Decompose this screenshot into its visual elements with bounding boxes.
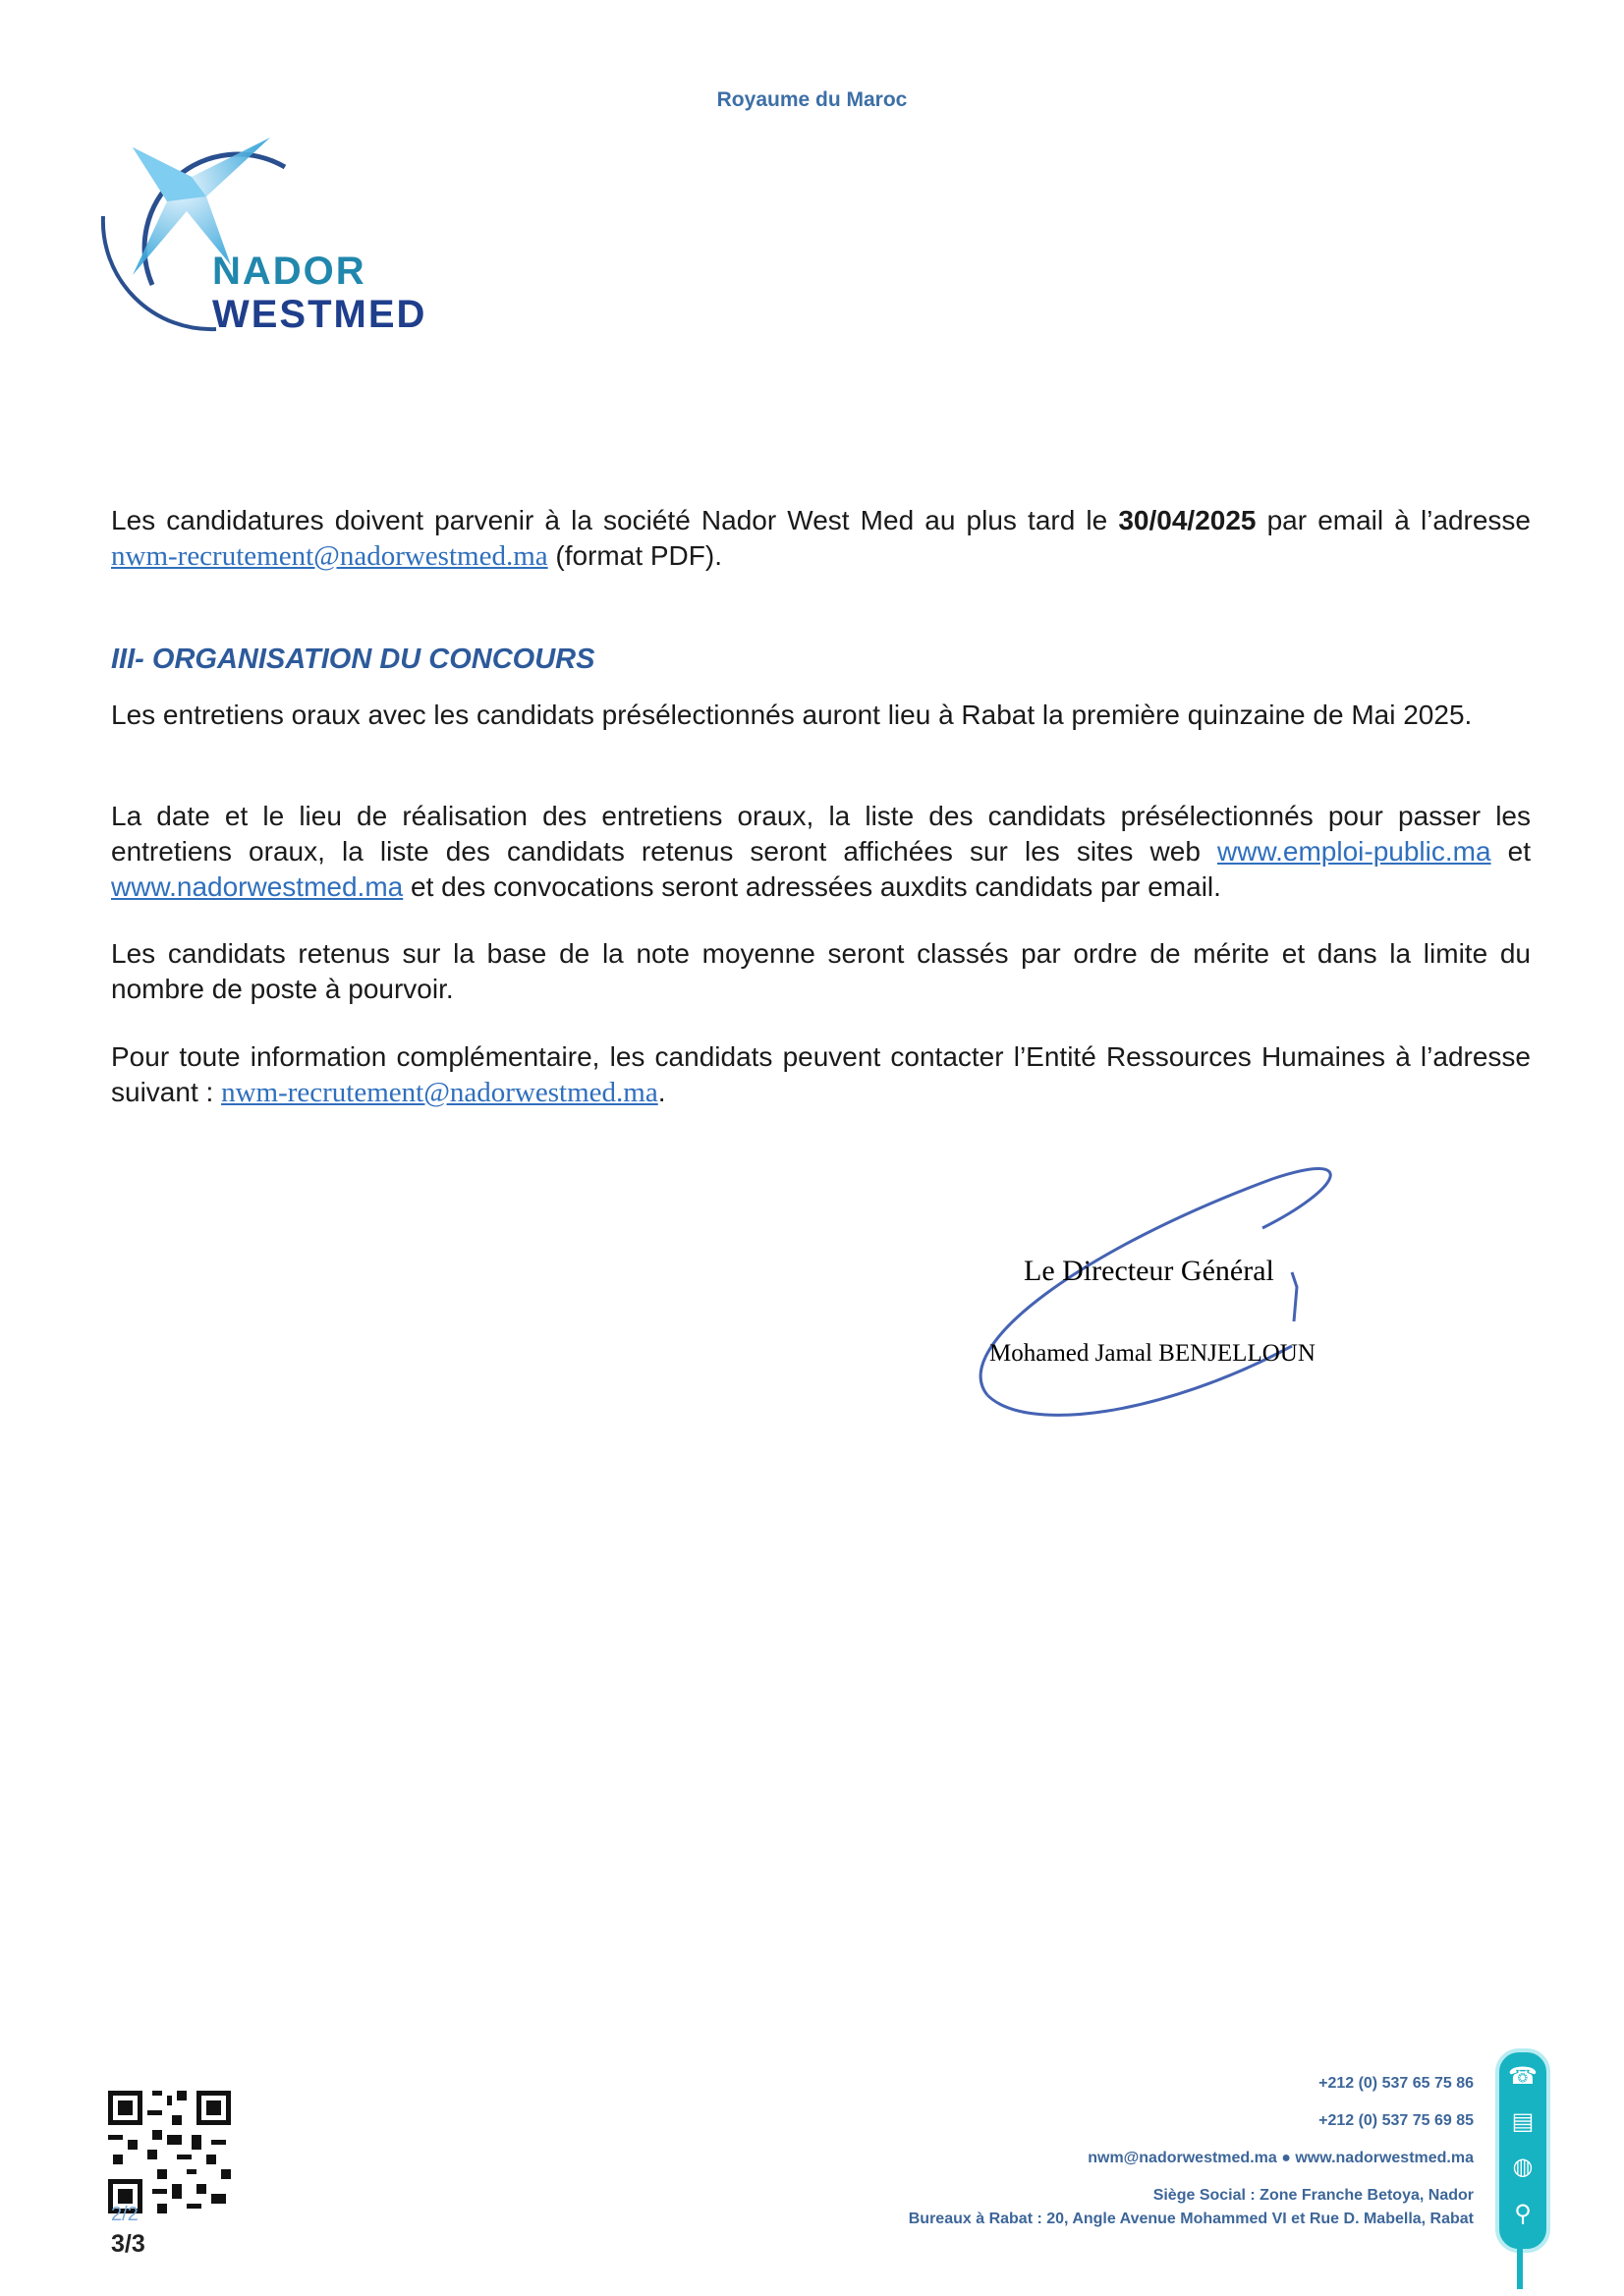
footer-phone: +212 (0) 537 65 75 86 (1318, 2075, 1474, 2092)
logo-wordmark-nador: NADOR (212, 250, 366, 293)
section-heading: III- ORGANISATION DU CONCOURS (111, 644, 595, 675)
signature-name: Mohamed Jamal BENJELLOUN (989, 1340, 1316, 1367)
p5-text-a: Pour toute information complémentaire, les candidats peuvent contacter l’Entité Ressources Humaines à l’adresse suivant : (111, 1041, 1531, 1107)
emploi-public-link[interactable]: www.emploi-public.ma (1217, 836, 1491, 867)
phone-icon: ☎ (1508, 2063, 1538, 2090)
signature-title: Le Directeur Général (1024, 1255, 1274, 1287)
contact-email-link[interactable]: nwm-recrutement@nadorwestmed.ma (221, 1077, 658, 1108)
p1-text-a: Les candidatures doivent parvenir à la société Nador West Med au plus tard le (111, 505, 1119, 535)
p3-text-b: et (1490, 836, 1531, 867)
p5-text-b: . (657, 1077, 666, 1107)
paragraph-ranking: Les candidats retenus sur la base de la note moyenne seront classés par ordre de mérite et dans la limite du nombre de poste à pourvoir. (111, 938, 1531, 1004)
location-pin-icon: ⚲ (1514, 2201, 1532, 2227)
footer-separator-dot: ● (1281, 2150, 1296, 2166)
p1-deadline-date: 30/04/2025 (1118, 505, 1257, 535)
footer-fax: +212 (0) 537 75 69 85 (1318, 2112, 1474, 2129)
p3-text-a: La date et le lieu de réalisation des entretiens oraux, la liste des candidats présélectionnés pour passer les entretiens oraux, la liste des candidats retenus seront affichées sur les sites web (111, 801, 1531, 867)
page-number-faint: 2/2 (111, 2204, 139, 2225)
p1-text-c: (format PDF). (547, 540, 722, 571)
director-signature-stamp (968, 1149, 1361, 1434)
paragraph-contact (111, 1039, 1531, 1110)
footer-icon-bar (1495, 2048, 1550, 2253)
paragraph-interviews: Les entretiens oraux avec les candidats présélectionnés auront lieu à Rabat la première quinzaine de Mai 2025. (111, 700, 1473, 730)
page-number: 3/3 (111, 2230, 145, 2258)
p3-text-c: et des convocations seront adressées auxdits candidats par email. (403, 871, 1221, 902)
footer-bar-tail (1517, 2240, 1523, 2289)
globe-icon: ◍ (1512, 2154, 1534, 2180)
header-country: Royaume du Maroc (716, 88, 908, 111)
footer-email-website (1088, 2150, 1474, 2167)
p1-text-b: par email à l’adresse (1256, 505, 1531, 535)
nadorwestmed-link[interactable]: www.nadorwestmed.ma (111, 871, 404, 902)
footer-website[interactable]: www.nadorwestmed.ma (1295, 2150, 1474, 2166)
qr-code (103, 2086, 236, 2218)
logo-wordmark-westmed: WESTMED (212, 293, 427, 336)
paragraph-submission (111, 503, 1531, 574)
footer-email[interactable]: nwm@nadorwestmed.ma (1088, 2150, 1277, 2166)
recruitment-email-link[interactable]: nwm-recrutement@nadorwestmed.ma (111, 540, 548, 572)
paragraph-publication (111, 799, 1531, 905)
footer-address-2: Bureaux à Rabat : 20, Angle Avenue Mohammed VI et Rue D. Mabella, Rabat (908, 2211, 1474, 2227)
footer-address-1: Siège Social : Zone Franche Betoya, Nador (1152, 2187, 1474, 2204)
printer-icon: ▤ (1511, 2108, 1535, 2135)
